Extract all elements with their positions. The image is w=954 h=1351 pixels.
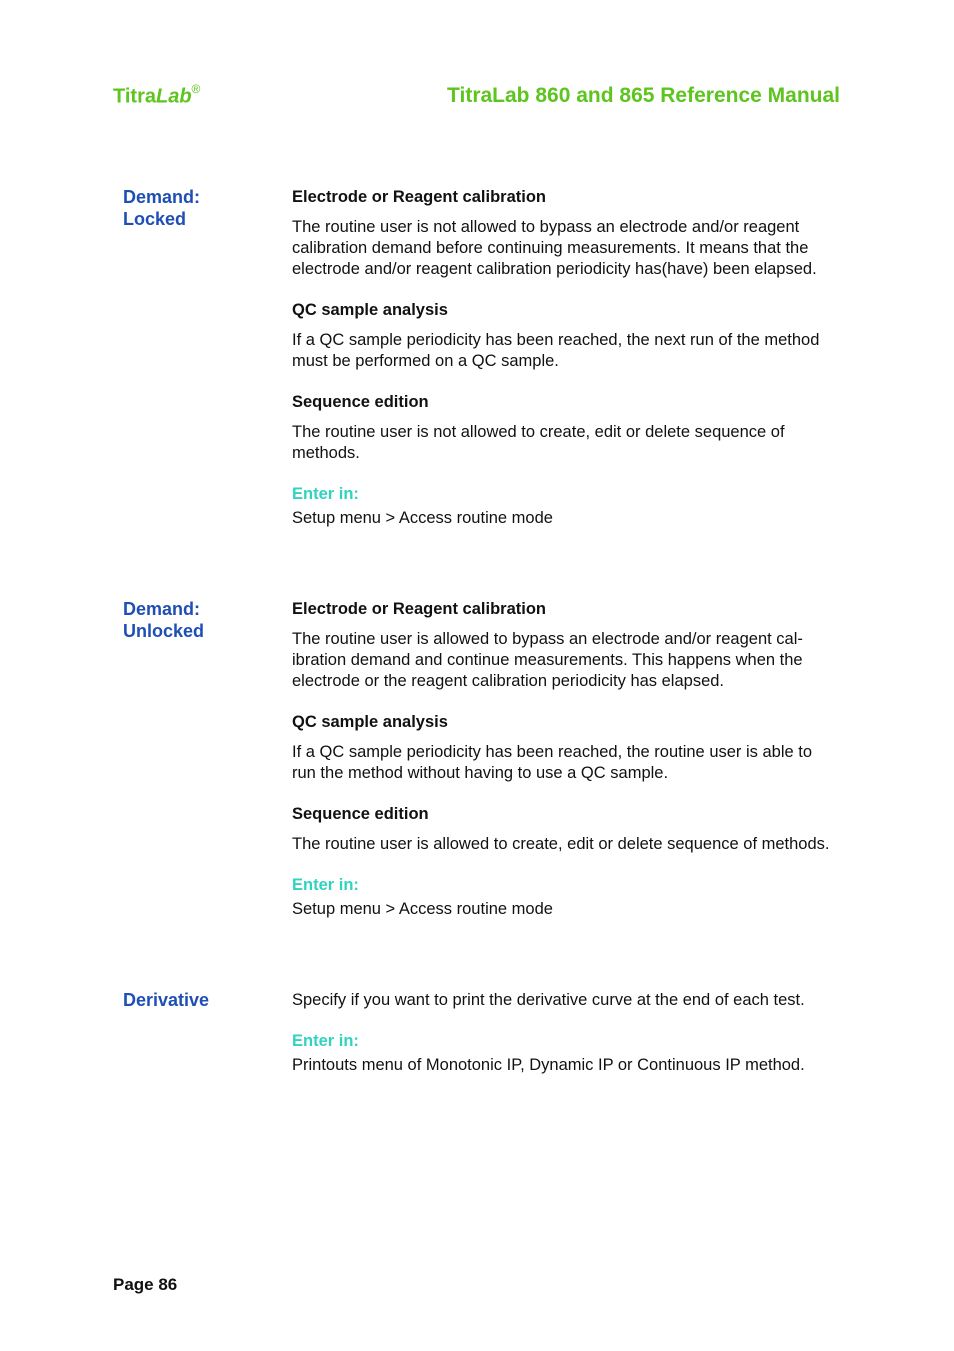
paragraph: The routine user is not allowed to create, edit or delete sequence of methods. — [292, 423, 785, 462]
paragraph: The routine user is allowed to create, edit or delete sequence of methods. — [292, 835, 830, 853]
manual-title: TitraLab 860 and 865 Reference Manual — [447, 84, 840, 107]
menu-path: Setup menu > Access routine mode — [292, 900, 553, 918]
section-body-locked — [292, 187, 840, 529]
section-label-line1: Demand: — [123, 599, 201, 619]
section-body-unlocked — [292, 599, 840, 920]
enter-in-label: Enter in: — [292, 876, 359, 894]
menu-path: Setup menu > Access routine mode — [292, 509, 553, 527]
section-label-unlocked — [123, 598, 273, 642]
subheading: Electrode or Reagent calibration — [292, 188, 546, 206]
paragraph: If a QC sample periodicity has been reached, the routine user is able to run the method without having to use a QC sample. — [292, 743, 813, 782]
paragraph: The routine user is not allowed to bypass an electrode and/or reagent calibration demand before continuing measurements. It means that the electrode and/or reagent calibration periodicity has(have) been elapsed. — [292, 218, 817, 278]
subheading: Sequence edition — [292, 805, 429, 823]
section-label-derivative: Derivative — [123, 990, 210, 1010]
subheading: QC sample analysis — [292, 301, 448, 319]
registered-mark: ® — [191, 82, 201, 96]
menu-path: Printouts menu of Monotonic IP, Dynamic IP or Continuous IP method. — [292, 1056, 805, 1074]
enter-in-label: Enter in: — [292, 485, 359, 503]
paragraph: The routine user is allowed to bypass an electrode and/or reagent cal-ibration demand and continue measurements. This happens when the electrode or the reagent calibration periodicity has elapsed. — [292, 630, 803, 690]
section-body-derivative — [292, 990, 840, 1076]
paragraph: Specify if you want to print the derivative curve at the end of each test. — [292, 991, 805, 1009]
brand-prefix: Titra — [113, 85, 156, 108]
section-label-line2: Unlocked — [123, 621, 205, 641]
section-label-line1: Demand: — [123, 187, 201, 207]
enter-in-label: Enter in: — [292, 1032, 359, 1050]
subheading: Electrode or Reagent calibration — [292, 600, 546, 618]
brand-logo — [113, 84, 200, 109]
section-label-locked — [123, 186, 273, 230]
page-number: Page 86 — [113, 1275, 178, 1294]
brand-italic: Lab — [155, 85, 192, 108]
subheading: Sequence edition — [292, 393, 429, 411]
subheading: QC sample analysis — [292, 713, 448, 731]
section-label-line2: Locked — [123, 209, 187, 229]
paragraph: If a QC sample periodicity has been reached, the next run of the method must be performed on a QC sample. — [292, 331, 820, 370]
